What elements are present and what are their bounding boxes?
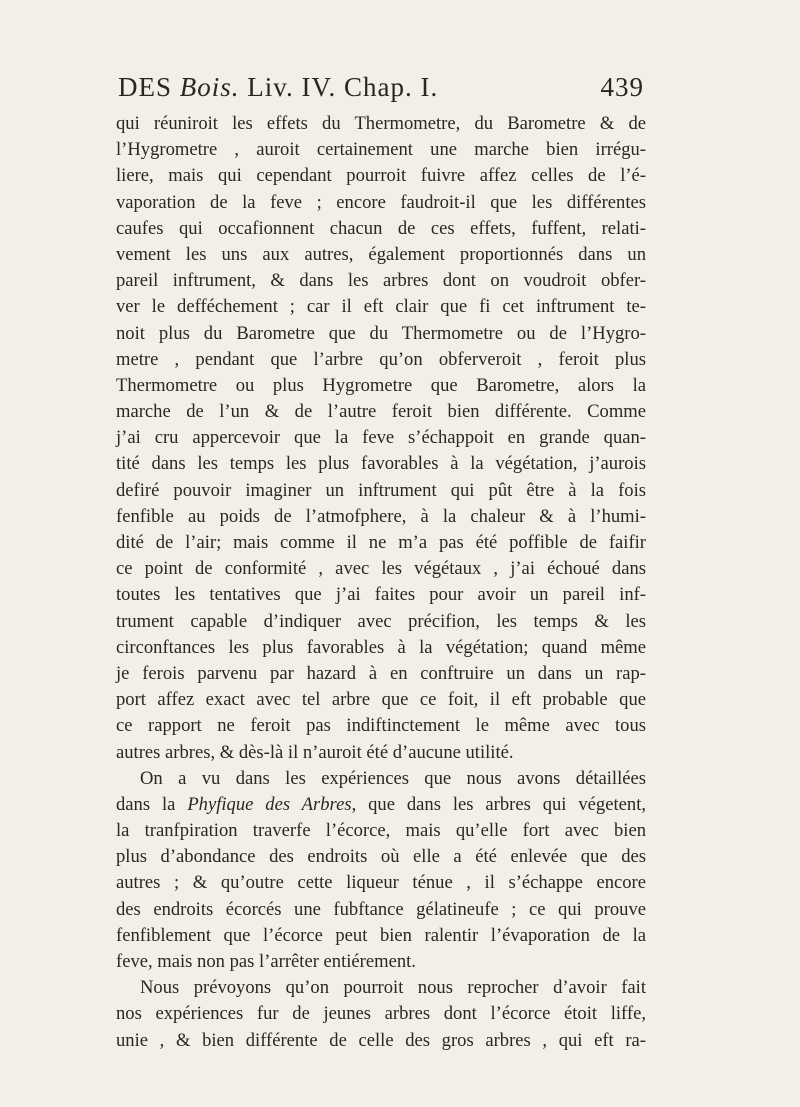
text-line: metre , pendant que l’arbre qu’on obferveroit , feroit plus (116, 348, 646, 370)
text-line: vement les uns aux autres, également proportionnés dans un (116, 243, 646, 265)
text-line: la tranfpiration traverfe l’écorce, mais qu’elle fort avec bien (116, 820, 646, 842)
text-line: ce point de conformité , avec les végétaux , j’ai échoué dans (116, 558, 646, 580)
text-line: feve, mais non pas l’arrêter entiérement. (116, 951, 416, 972)
text-line: nos expériences fur de jeunes arbres dont l’écorce étoit liffe, (116, 1003, 646, 1025)
text-fragment: , que dans les arbres qui végetent, (351, 793, 647, 815)
running-head-chapter: Liv. IV. Chap. I. (247, 72, 439, 102)
text-line: qui réuniroit les effets du Thermometre, du Barometre & de (116, 113, 646, 134)
text-line: fenfible au poids de l’atmofphere, à la chaleur & à l’humi- (116, 505, 646, 527)
body-text (116, 111, 646, 1054)
book-title-italic: Phyfique des Arbres (187, 793, 352, 815)
text-fragment: dans la (116, 793, 176, 815)
text-line: circonftances les plus favorables à la végétation; quand même (116, 636, 646, 658)
page-number: 439 (600, 72, 644, 102)
running-head-prefix: DES (118, 72, 173, 102)
text-line: des endroits écorcés une fubftance gélatineufe ; ce qui prouve (116, 898, 646, 920)
running-head (118, 72, 438, 103)
text-line: Thermometre ou plus Hygrometre que Barometre, alors la (116, 374, 646, 396)
text-line: vaporation de la feve ; encore faudroit-il que les différentes (116, 191, 646, 213)
text-line: trument capable d’indiquer avec précifion, les temps & les (116, 610, 646, 632)
page-header (118, 72, 644, 108)
text-line: plus d’abondance des endroits où elle a été enlevée que des (116, 846, 646, 868)
text-line: Nous prévoyons qu’on pourroit nous reprocher d’avoir fait (140, 977, 646, 999)
text-line: liere, mais qui cependant pourroit fuivre affez celles de l’é- (116, 165, 646, 187)
text-line: ver le defféchement ; car il eft clair que fi cet inftrument te- (116, 296, 646, 318)
text-line: On a vu dans les expériences que nous avons détaillées (140, 767, 646, 789)
text-line: toutes les tentatives que j’ai faites pour avoir un pareil inf- (116, 584, 646, 606)
text-line: l’Hygrometre , auroit certainement une marche bien irrégu- (116, 139, 646, 161)
text-line: dité de l’air; mais comme il ne m’a pas été poffible de faifir (116, 532, 646, 553)
text-line: port affez exact avec tel arbre que ce foit, il eft probable que (116, 689, 646, 711)
text-line: fenfiblement que l’écorce peut bien ralentir l’évaporation de la (116, 924, 646, 946)
running-head-italic: Bois. (179, 72, 240, 102)
text-line: noit plus du Barometre que du Thermometre ou de l’Hygro- (116, 322, 646, 344)
text-line: marche de l’un & de l’autre feroit bien différente. Comme (116, 401, 646, 423)
text-line-mixed (116, 792, 646, 818)
text-line: pareil inftrument, & dans les arbres dont on voudroit obfer- (116, 270, 646, 292)
text-line: autres ; & qu’outre cette liqueur ténue , il s’échappe encore (116, 872, 646, 894)
text-line: caufes qui occafionnent chacun de ces effets, fuffent, relati- (116, 217, 646, 239)
text-line: defiré pouvoir imaginer un inftrument qui pût être à la fois (116, 479, 646, 501)
text-line: j’ai cru appercevoir que la feve s’échappoit en grande quan- (116, 427, 646, 449)
text-line: autres arbres, & dès-là il n’auroit été d’aucune utilité. (116, 741, 514, 763)
text-line: unie , & bien différente de celle des gros arbres , qui eft ra- (116, 1029, 646, 1051)
text-line: tité dans les temps les plus favorables à la végétation, j’aurois (116, 453, 646, 475)
text-line: ce rapport ne feroit pas indiftinctement le même avec tous (116, 715, 646, 737)
text-line: je ferois parvenu par hazard à en conftruire un dans un rap- (116, 662, 646, 684)
